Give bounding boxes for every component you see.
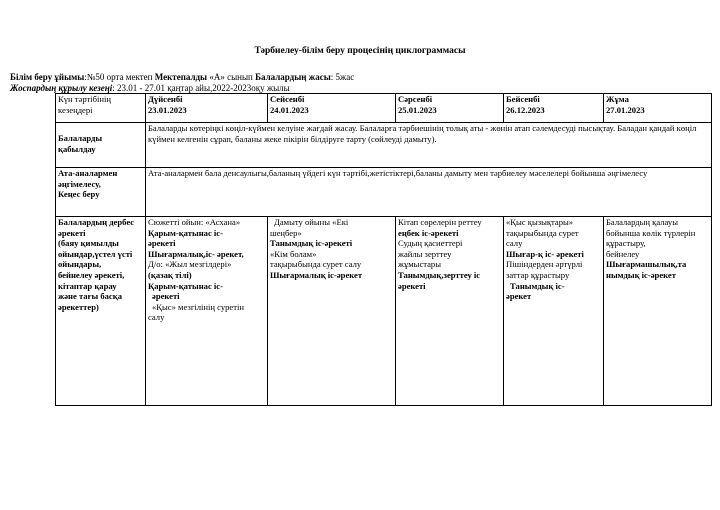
parents-content: Ата-аналармен бала денсаулығы,баланың үйдегі күн тәртібі,жетістіктері,баланы дамыту мен тәрбиелеу мәселелері бойынша әңгімелесу <box>146 168 712 217</box>
activity-monday: Сюжетті ойын: «Асхана» Қарым-қатынас іс- әрекеті Шығармалық,іс- әрекет, Д/о: «Жыл мезгілдері» (қазақ тілі) Қарым-қатынас іс- әрекеті «Қыс» мезгілінің суретін салу <box>146 217 268 406</box>
header-wednesday: Сәрсенбі 25.01.2023 <box>396 94 504 123</box>
activity-tuesday: Дамыту ойыны «Екі шеңбер» Танымдық іс-әрекеті «Кім болам» тақырыбында сурет салу Шығармалық іс-әрекет <box>268 217 396 406</box>
row-label-activity: Балалардың дербес әрекеті (баяу қимылды ойындар,үстел үсті ойындары, бейнелеу әрекеті, кітаптар қарау және тағы басқа әрекеттер) <box>56 217 146 406</box>
table-row-parents <box>56 168 712 217</box>
header-thursday: Бейсенбі 26.12.2023 <box>504 94 604 123</box>
activity-wednesday: Кітап сөрелерін реттеу еңбек іс-әрекеті Судың қасиеттері жайлы зерттеу жұмыстары Танымдық,зерттеу іс әрекеті <box>396 217 504 406</box>
table-row-activity <box>56 217 712 406</box>
reception-content: Балаларды көтеріңкі көңіл-күймен келуіне жағдай жасау. Балаларға тәрбиешінің толық аты - жөнін атап сәлемдесуді пысықтау. Баладан қандай көңіл күймен келгенін сұрап, баланы жеке пікірін білдіруге тарту (сөйлеуді дамыту). <box>146 123 712 168</box>
group-value: «А» сынып <box>207 72 256 82</box>
header-friday: Жұма 27.01.2023 <box>604 94 712 123</box>
activity-thursday: «Қыс қызықтары» тақырыбында сурет салу Шығар-қ іс- әрекеті Пішіндерден әртүрлі заттар құрастыру Танымдық іс- әрекет <box>504 217 604 406</box>
row-label-reception: Балаларды қабылдау <box>56 123 146 168</box>
org-value: :№50 орта мектеп <box>84 72 155 82</box>
cyclogram-table <box>55 93 712 406</box>
row-label-parents: Ата-аналармен әңгімелесу, Кеңес беру <box>56 168 146 217</box>
activity-friday: Балалардың қалауы бойынша көлік түрлерін құрастыру, бейнелеу Шығармашылық,та нымдық іс-әрекет <box>604 217 712 406</box>
age-label: Балалардың жасы <box>255 72 331 82</box>
header-tuesday: Сейсенбі 24.01.2023 <box>268 94 396 123</box>
table-header-row <box>56 94 712 123</box>
document-title: Тәрбиелеу-білім беру процесінің циклограммасы <box>254 46 466 56</box>
age-value: : 5жас <box>330 72 355 82</box>
header-regime: Күн тәртібінің кезеңдері <box>56 94 146 123</box>
table-row-reception <box>56 123 712 168</box>
period-label: Жоспардың құрылу кезеңі <box>10 83 113 93</box>
header-monday: Дүйсенбі 23.01.2023 <box>146 94 268 123</box>
group-label: Мектепалды <box>154 72 208 82</box>
period-value: : 23.01 - 27.01 қаңтар айы,2022-2023оқу жылы <box>112 83 290 93</box>
meta-line-organization <box>10 72 354 83</box>
org-label: Білім беру ұйымы <box>10 72 85 82</box>
